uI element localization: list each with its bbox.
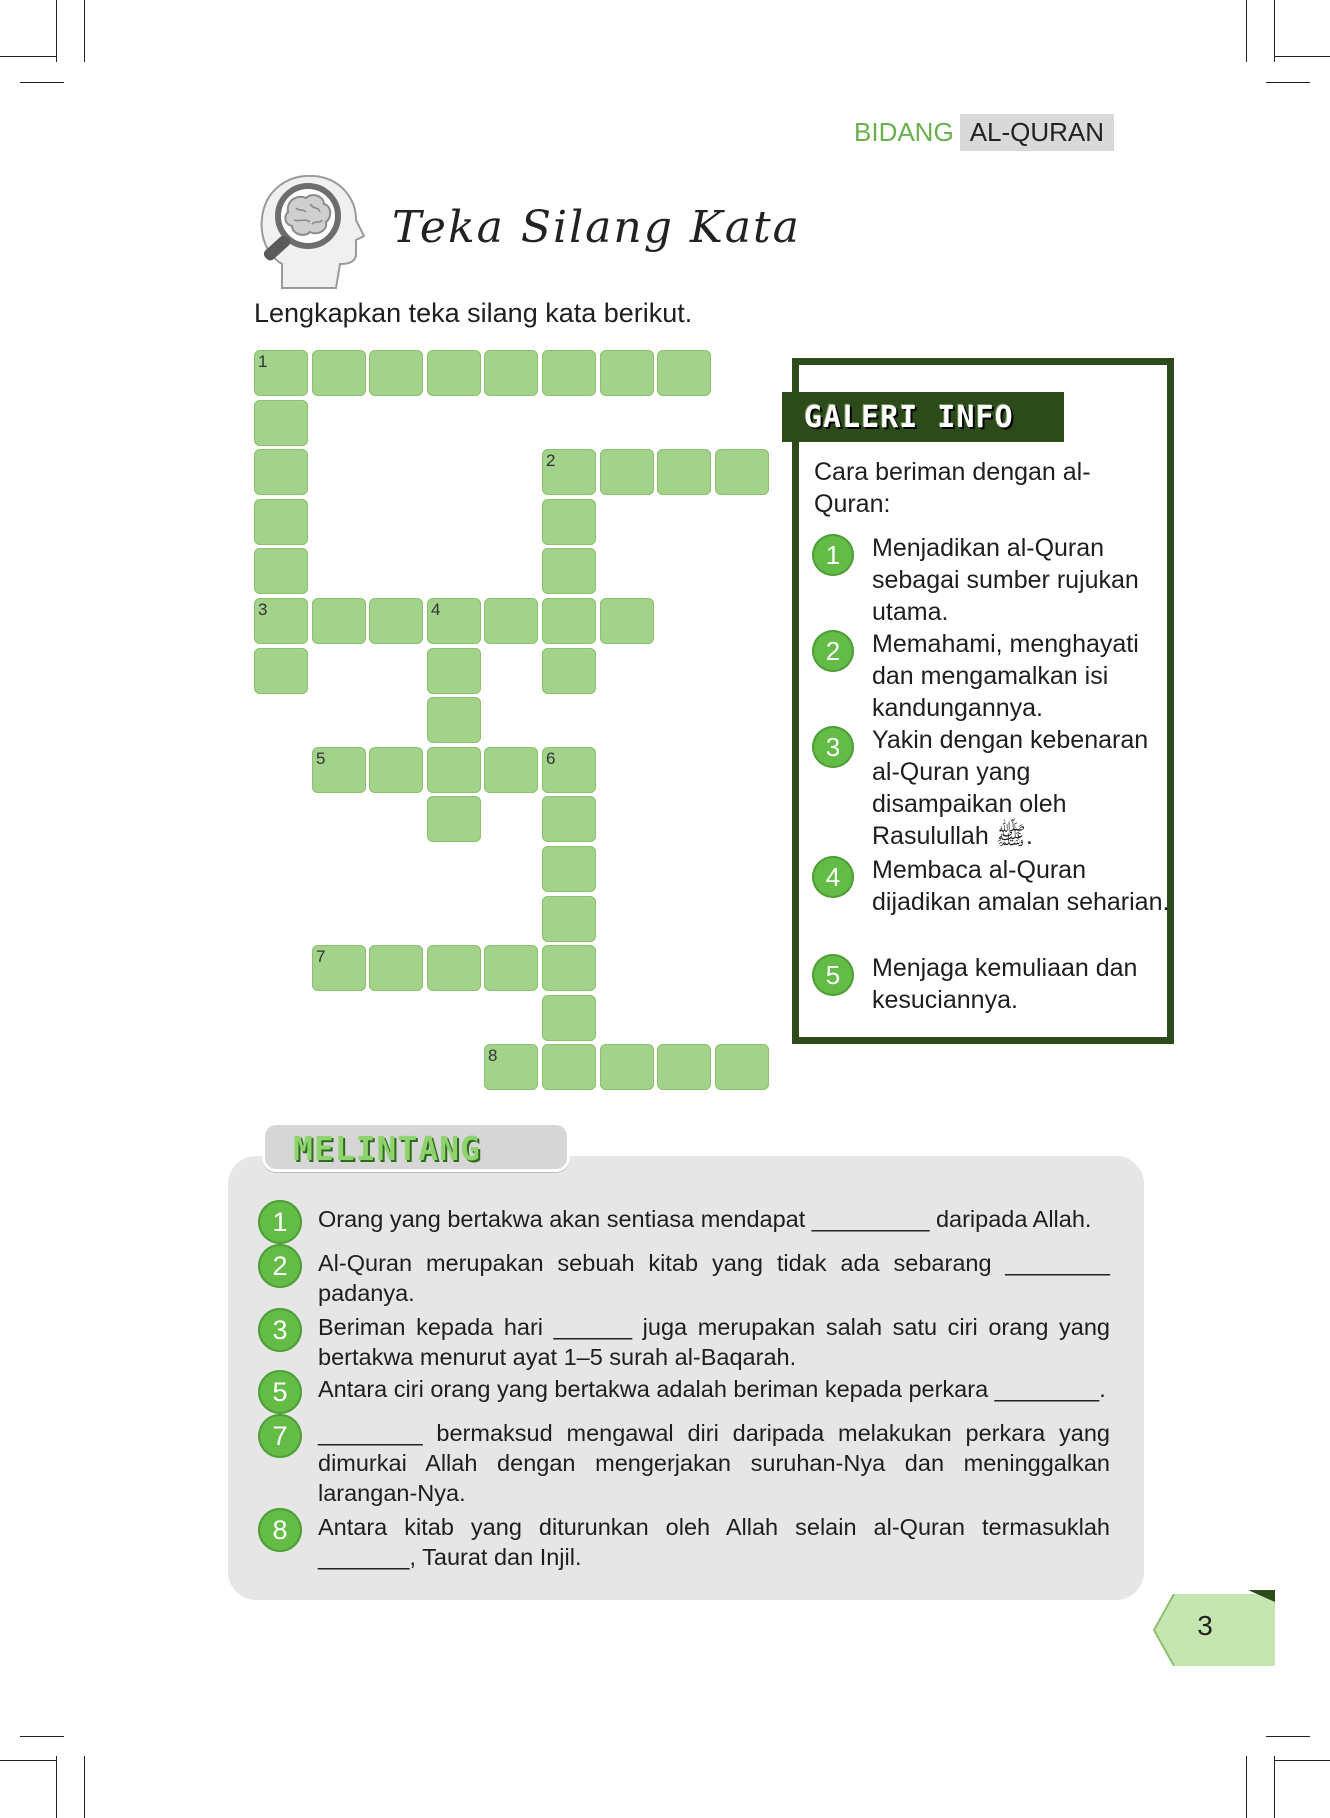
crossword-clue-number: 4 — [431, 600, 441, 619]
crossword-cell[interactable] — [542, 548, 596, 594]
crossword-cell[interactable] — [657, 350, 711, 396]
crop-mark — [84, 0, 85, 62]
crossword-cell[interactable] — [427, 945, 481, 991]
clue-text: Antara ciri orang yang bertakwa adalah beriman kepada perkara ________. — [318, 1376, 1106, 1402]
crossword-clue-number: 3 — [258, 600, 268, 619]
crossword-cell[interactable] — [542, 896, 596, 942]
crossword-cell[interactable] — [427, 648, 481, 694]
crossword-cell[interactable] — [312, 747, 366, 793]
clue-text: Al-Quran merupakan sebuah kitab yang tidak ada sebarang ________ padanya. — [318, 1250, 1110, 1306]
crop-mark — [20, 82, 64, 83]
crossword-clue-number: 8 — [488, 1046, 498, 1065]
crossword-cell[interactable] — [542, 995, 596, 1041]
crossword-cell[interactable] — [542, 350, 596, 396]
crossword-cell[interactable] — [657, 449, 711, 495]
crossword-cell[interactable] — [254, 648, 308, 694]
crossword-cell[interactable] — [254, 548, 308, 594]
melintang-title: MELINTANG — [293, 1129, 481, 1168]
head-brain-magnifier-icon — [252, 168, 368, 292]
crop-mark — [1274, 1760, 1330, 1761]
galeri-item-text: Yakin dengan kebenaran al-Quran yang disampaikan oleh Rasulullah ﷺ. — [872, 726, 1149, 850]
crop-mark — [1266, 1736, 1310, 1737]
crop-mark — [0, 1760, 56, 1761]
crossword-cell[interactable] — [484, 350, 538, 396]
number-badge: 1 — [258, 1200, 302, 1244]
crossword-cell[interactable] — [427, 598, 481, 644]
number-badge: 2 — [258, 1244, 302, 1288]
number-badge: 5 — [258, 1370, 302, 1414]
crossword-cell[interactable] — [542, 747, 596, 793]
crop-mark — [56, 0, 57, 62]
crossword-clue-number: 7 — [316, 947, 326, 966]
crop-mark — [56, 1756, 57, 1818]
crop-mark — [1246, 0, 1247, 62]
galeri-item-text: Menjadikan al-Quran sebagai sumber rujukan utama. — [872, 534, 1139, 626]
crossword-clue-number: 5 — [316, 749, 326, 768]
section-label-subject: AL-QURAN — [960, 114, 1114, 151]
crossword-cell[interactable] — [600, 449, 654, 495]
galeri-item-text: Membaca al-Quran dijadikan amalan seharian. — [872, 856, 1170, 916]
crossword-cell[interactable] — [254, 499, 308, 545]
crossword-cell[interactable] — [542, 648, 596, 694]
crop-mark — [1266, 82, 1310, 83]
crossword-cell[interactable] — [600, 1044, 654, 1090]
crossword-cell[interactable] — [542, 796, 596, 842]
crop-mark — [1274, 0, 1275, 62]
section-label — [854, 113, 1114, 151]
crossword-cell[interactable] — [427, 697, 481, 743]
galeri-item-text: Menjaga kemuliaan dan kesuciannya. — [872, 954, 1138, 1014]
crossword-cell[interactable] — [254, 350, 308, 396]
crossword-cell[interactable] — [369, 350, 423, 396]
crossword-cell[interactable] — [542, 1044, 596, 1090]
crossword-cell[interactable] — [715, 1044, 769, 1090]
crossword-cell[interactable] — [312, 598, 366, 644]
galeri-item-text: Memahami, menghayati dan mengamalkan isi kandungannya. — [872, 630, 1139, 722]
section-label-bidang: BIDANG — [854, 116, 954, 147]
crossword-cell[interactable] — [600, 350, 654, 396]
crossword-cell[interactable] — [369, 747, 423, 793]
crossword-cell[interactable] — [484, 945, 538, 991]
galeri-info-title: GALERI INFO — [782, 392, 1064, 442]
crossword-cell[interactable] — [312, 945, 366, 991]
crossword-cell[interactable] — [427, 796, 481, 842]
crossword-cell[interactable] — [657, 1044, 711, 1090]
instruction: Lengkapkan teka silang kata berikut. — [254, 298, 693, 328]
crossword-cell[interactable] — [542, 449, 596, 495]
crossword-clue-number: 6 — [546, 749, 556, 768]
number-badge: 8 — [258, 1508, 302, 1552]
crossword-cell[interactable] — [484, 747, 538, 793]
crossword-cell[interactable] — [427, 747, 481, 793]
clue-text: Antara kitab yang diturunkan oleh Allah selain al-Quran termasuklah _______, Taurat dan Injil. — [318, 1514, 1110, 1570]
crossword-cell[interactable] — [600, 598, 654, 644]
crossword-cell[interactable] — [427, 350, 481, 396]
page-title: Teka Silang Kata — [392, 202, 801, 253]
number-badge: 1 — [812, 534, 854, 576]
page-number: 3 — [1197, 1610, 1213, 1641]
crop-mark — [0, 56, 56, 57]
crossword-cell[interactable] — [369, 598, 423, 644]
crossword-cell[interactable] — [542, 945, 596, 991]
crossword-cell[interactable] — [542, 846, 596, 892]
crop-mark — [1246, 1756, 1247, 1818]
number-badge: 7 — [258, 1414, 302, 1458]
crossword-clue-number: 1 — [258, 352, 268, 371]
crop-mark — [1274, 1756, 1275, 1818]
melintang-tab — [262, 1122, 570, 1172]
clue-text: Orang yang bertakwa akan sentiasa mendapat _________ daripada Allah. — [318, 1206, 1092, 1232]
crossword-cell[interactable] — [542, 499, 596, 545]
crossword-cell[interactable] — [254, 449, 308, 495]
galeri-intro: Cara beriman dengan al-Quran: — [814, 458, 1091, 518]
crossword-cell[interactable] — [312, 350, 366, 396]
crossword-cell[interactable] — [254, 400, 308, 446]
clue-text: ________ bermaksud mengawal diri daripada melakukan perkara yang dimurkai Allah dengan mengerjakan suruhan-Nya dan meninggalkan larangan-Nya. — [318, 1420, 1110, 1506]
crop-mark — [1274, 56, 1330, 57]
crop-mark — [84, 1756, 85, 1818]
crossword-cell[interactable] — [484, 598, 538, 644]
crossword-cell[interactable] — [715, 449, 769, 495]
crossword-cell[interactable] — [542, 598, 596, 644]
number-badge: 3 — [258, 1308, 302, 1352]
clue-text: Beriman kepada hari ______ juga merupakan salah satu ciri orang yang bertakwa menurut ayat 1–5 surah al-Baqarah. — [318, 1314, 1110, 1370]
number-badge: 4 — [812, 856, 854, 898]
crossword-clue-number: 2 — [546, 451, 556, 470]
number-badge: 5 — [812, 954, 854, 996]
crop-mark — [20, 1736, 64, 1737]
number-badge: 2 — [812, 630, 854, 672]
crossword-cell[interactable] — [254, 598, 308, 644]
number-badge: 3 — [812, 726, 854, 768]
crossword-cell[interactable] — [484, 1044, 538, 1090]
crossword-cell[interactable] — [369, 945, 423, 991]
